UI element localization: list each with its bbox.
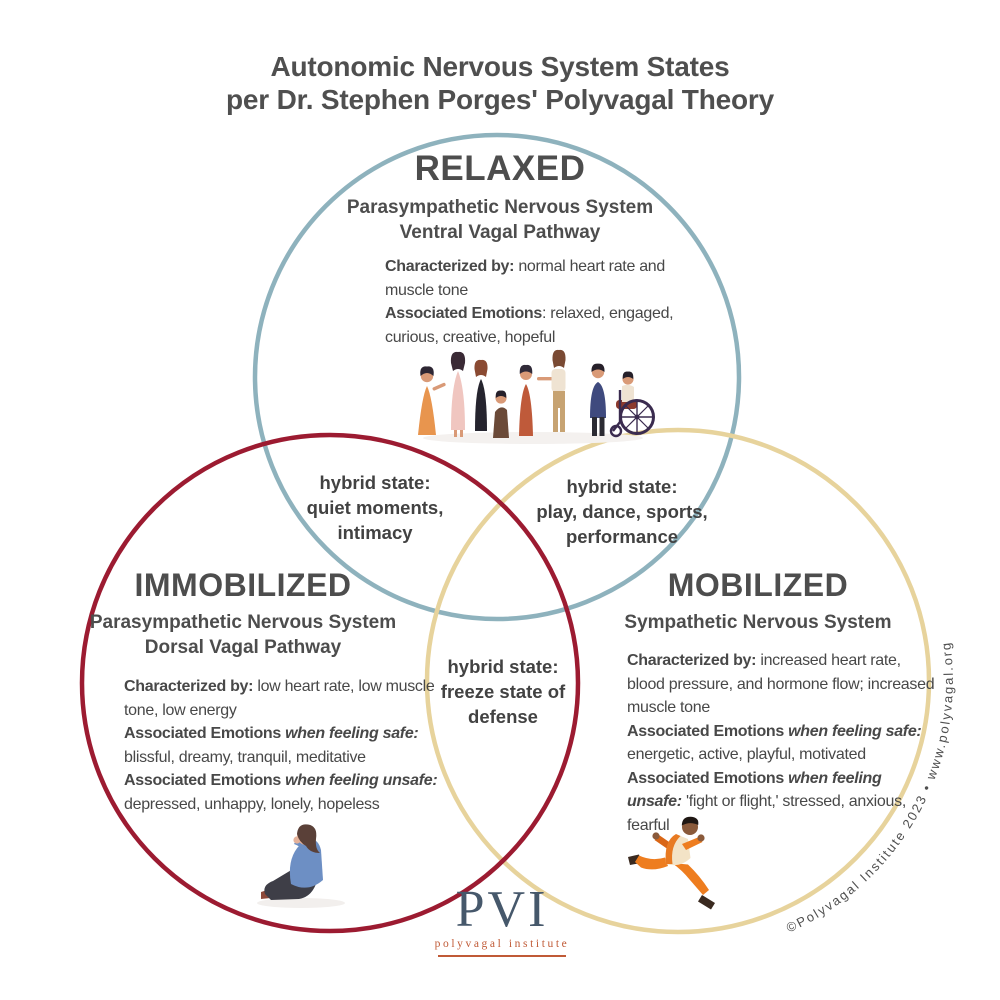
immobilized-section-header [83, 566, 403, 660]
hybrid-label: hybrid state: [566, 476, 678, 497]
immobilized-description [124, 675, 444, 816]
pvi-logo-name: polyvagal institute [434, 938, 570, 950]
hybrid-label: hybrid state: [447, 656, 559, 677]
immobilized-characterized: Characterized by: low heart rate, low muscle tone, low energy [124, 678, 435, 719]
relaxed-section-header [300, 149, 700, 245]
page-title [0, 50, 1000, 116]
page-title-line1: Autonomic Nervous System States [270, 51, 730, 82]
relaxed-subtitle: Parasympathetic Nervous System Ventral Vagal Pathway [346, 197, 654, 243]
pvi-logo-rule [438, 955, 566, 957]
relaxed-title: RELAXED [414, 149, 586, 188]
relaxed-emotions: Associated Emotions: relaxed, engaged, curious, creative, hopeful [385, 305, 674, 346]
group-of-people-illustration [418, 350, 654, 444]
copyright-watermark: ©Polyvagal Institute 2023 • www.polyvagal.org [783, 640, 956, 936]
page-title-line2: per Dr. Stephen Porges' Polyvagal Theory [226, 84, 774, 115]
hybrid-state-freeze-defense: hybrid state: freeze state of defense [423, 654, 583, 729]
hybrid-label: hybrid state: [319, 472, 431, 493]
hybrid-state-play-performance: hybrid state: play, dance, sports, performance [514, 474, 730, 549]
mobilized-subtitle: Sympathetic Nervous System [624, 612, 892, 633]
mobilized-emotions-unsafe: Associated Emotions when feeling unsafe: 'fight or flight,' stressed, anxious, fearful [627, 769, 906, 834]
pvi-logo-acronym: PVI [455, 881, 549, 938]
hybrid-state-quiet-intimacy: hybrid state: quiet moments, intimacy [290, 470, 460, 545]
mobilized-description [627, 649, 935, 837]
immobilized-emotions-unsafe: Associated Emotions when feeling unsafe: depressed, unhappy, lonely, hopeless [124, 772, 438, 813]
mobilized-section-header [598, 566, 918, 635]
immobilized-emotions-safe: Associated Emotions when feeling safe: blissful, dreamy, tranquil, meditative [124, 725, 419, 766]
relaxed-characterized: Characterized by: normal heart rate and muscle tone [385, 258, 665, 299]
pvi-logo [402, 881, 602, 957]
sitting-person-illustration [257, 824, 345, 908]
immobilized-subtitle: Parasympathetic Nervous System Dorsal Vagal Pathway [89, 612, 397, 658]
immobilized-title: IMMOBILIZED [134, 567, 352, 603]
mobilized-title: MOBILIZED [667, 567, 849, 603]
mobilized-characterized: Characterized by: increased heart rate, blood pressure, and hormone flow; increased muscle tone [627, 652, 935, 716]
mobilized-emotions-safe: Associated Emotions when feeling safe: energetic, active, playful, motivated [627, 722, 922, 763]
relaxed-description [385, 255, 677, 349]
